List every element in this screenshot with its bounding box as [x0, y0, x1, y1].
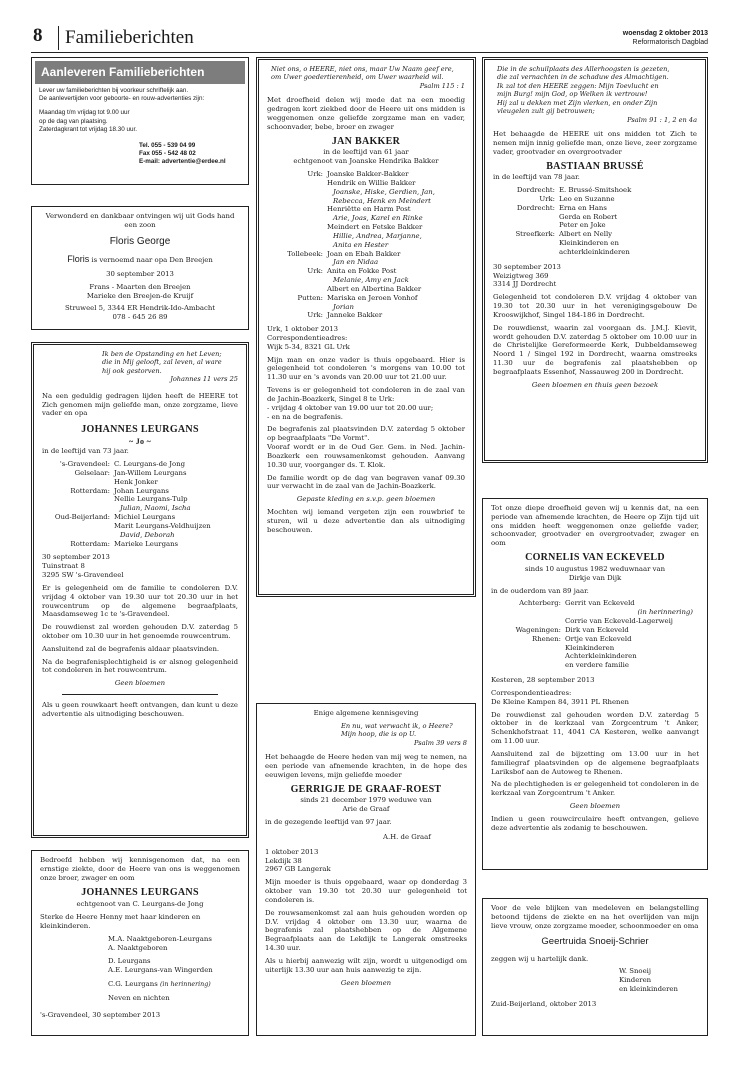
family-row: [267, 267, 465, 276]
deceased-name: Geertruida Snoeij-Schrier: [541, 936, 649, 948]
family-row: [495, 644, 699, 653]
thanks-line: zeggen wij u hartelijk dank.: [491, 954, 589, 963]
contact-email[interactable]: E-mail: advertentie@erdee.nl: [139, 157, 226, 165]
family-row: [42, 495, 238, 504]
family-row: [501, 204, 697, 213]
info-paragraph: Na de begrafenisplechtigheid is er alsnog gelegenheid tot condoleren in het rouwcentrum.: [42, 657, 238, 675]
notice-johannes-leurgans: [31, 850, 249, 1036]
family-place: [495, 652, 565, 661]
birth-date: 30 september 2013: [106, 269, 174, 278]
family-member: Hillie, Andrea, Marjanne,: [333, 231, 422, 240]
baby-first-name: Floris: [67, 254, 90, 265]
verse-reference: Psalm 91 : 1, 2 en 4a: [627, 115, 697, 124]
family-member: Henk Jonker: [114, 477, 158, 486]
info-paragraph: De rouwsamenkomst zal aan huis gehouden worden op D.V. vrijdag 4 oktober om 13.30 uur, waarna de begrafenis zal plaatshebben op de Algemene Begraafplaats aan de Lekdijk te Langerak omstreeks 14.30 uur.: [265, 908, 467, 953]
deceased-name: CORNELIS VAN ECKEVELD: [525, 552, 665, 564]
family-member: C.G. Leurgans: [108, 980, 158, 989]
family-member: C. Leurgans-de Jong: [114, 460, 186, 469]
signature: W. Snoeij: [619, 967, 651, 976]
parent-name: Frans - Maarten den Breejen: [89, 282, 191, 291]
family-member: Jan-Willem Leurgans: [114, 468, 187, 477]
family-row: [42, 513, 238, 522]
family-member: Dirk van Eckeveld: [565, 625, 629, 634]
family-place: 's-Gravendeel:: [59, 460, 110, 469]
family-row: [267, 232, 465, 241]
birth-address: Struweel 5, 3344 ER Hendrik-Ido-Ambacht: [64, 304, 216, 313]
family-member: Julian, Naomi, Ischa: [120, 504, 191, 513]
deceased-spouse: Arie de Graaf: [342, 805, 390, 814]
info-paragraph: De rouwdienst, waarin zal voorgaan ds. J.M.J. Kievit, wordt gehouden D.V. zaterdag 5 oktober om 10.00 uur in de Christelijke Gereformeerde Kerk, Dubbeldamseweg Noord 1 / Singel 192 in Dordrecht, waarna omstreeks 11.30 uur de begrafenis zal plaatshebben op begraafplaats Essenhof, Nassauweg 200 in Dordrecht.: [493, 323, 697, 376]
family-row: [42, 460, 238, 469]
family-row: [495, 608, 699, 617]
notice-footer: 's-Gravendeel, 30 september 2013: [40, 1010, 161, 1019]
family-row: [501, 248, 697, 257]
info-paragraph: - en na de begrafenis.: [267, 412, 343, 421]
family-member: Joanske Bakker-Bakker: [327, 170, 409, 179]
obituary-gerrigje-de-graaf: [256, 703, 476, 1036]
submission-time: op de dag van plaatsing.: [39, 117, 108, 125]
family-member: Melanie, Amy en Jack: [333, 276, 409, 285]
family-place: Urk:: [307, 311, 323, 320]
widow-since: sinds 21 december 1979 weduwe van: [300, 796, 432, 805]
obituary-intro: Het behaagde de Heere heden van mij weg te nemen, na een periode van afnemende krachten, in de hope des eeuwigen levens, mijn geliefde moeder: [265, 753, 467, 779]
family-member: Peter en Joke: [559, 221, 606, 230]
family-place: Urk:: [539, 195, 555, 203]
thanks-intro: Voor de vele blijken van medeleven en belangstelling betoond tijdens de ziekte en na het overlijden van mijn lieve vrouw, onze zorgzame moeder, schoonmoeder en oma: [491, 904, 699, 930]
submission-time: Maandag t/m vrijdag tot 9.00 uur: [39, 109, 130, 117]
family-row: [501, 186, 697, 195]
header-rule: [31, 52, 708, 53]
family-member: Jorian: [333, 302, 354, 311]
family-row: [42, 469, 238, 478]
footer-note: Mochten wij iemand vergeten zijn een rouwbrief te sturen, wil u deze advertentie dan als uitnodiging beschouwen.: [267, 508, 465, 534]
family-row: [267, 250, 465, 259]
deceased-age: in de gezegende leeftijd van 97 jaar.: [265, 818, 392, 827]
address-line: 1 oktober 2013: [265, 847, 319, 856]
verse-line: die zal vernachten in de schaduw des Almachtigen.: [497, 73, 669, 82]
family-member: Kleinkinderen en: [559, 239, 619, 248]
family-place: [501, 221, 559, 230]
family-place: [267, 276, 327, 285]
family-row: [267, 214, 465, 223]
family-row: [267, 188, 465, 197]
deceased-age: in de leeftijd van 78 jaar.: [493, 173, 580, 182]
obituary-intro: Het behaagde de HEERE uit ons midden tot Zich te nemen mijn innig geliefde man, onze lieve, zeer zorgzame vader, grootvader en overgrootvader: [493, 130, 697, 156]
address-line: 3314 JJ Dordrecht: [493, 280, 557, 289]
family-member: Johan Leurgans: [114, 486, 169, 495]
family-member: Jan en Nidaa: [333, 258, 379, 267]
family-row: [495, 635, 699, 644]
family-place: [267, 188, 327, 197]
submission-info-box: [31, 57, 249, 185]
deceased-name: JOHANNES LEURGANS: [81, 887, 199, 899]
family-member: Anita en Hester: [333, 240, 389, 249]
verse-line: Niet ons, o HEERE, niet ons, maar Uw Naam geef ere,: [271, 65, 454, 73]
family-place: [267, 214, 327, 223]
family-place: [495, 608, 565, 617]
address-line: Correspondentieadres:: [491, 688, 572, 697]
verse-line: om Uwer goedertierenheid, om Uwer waarheid wil.: [271, 73, 444, 82]
family-list: [267, 170, 465, 320]
family-member: D. Leurgans: [108, 957, 151, 966]
address-line: Correspondentieadres:: [267, 333, 348, 342]
submission-line: Lever uw familieberichten bij voorkeur schriftelijk aan.: [39, 87, 189, 95]
family-place: Putten:: [297, 293, 323, 302]
issue-date: woensdag 2 oktober 2013: [622, 30, 708, 37]
family-place: [42, 495, 114, 504]
obituary-intro: Tot onze diepe droefheid geven wij u kennis dat, na een periode van afnemende krachten, de Heere op Zijn tijd uit ons midden heeft weggenomen onze geliefde vader, schoonvader, grootvader en overgrootvader, zwager en oom: [491, 504, 699, 548]
deceased-age: in de ouderdom van 89 jaar.: [491, 586, 589, 595]
verse-line: hij ook gestorven.: [102, 366, 162, 375]
obituary-cornelis-van-eckeveld: [482, 498, 708, 870]
family-member: Meindert en Fetske Bakker: [327, 223, 423, 232]
family-place: Rhenen:: [532, 634, 561, 643]
family-row: [42, 478, 238, 487]
verse-line: Mijn hoop, die is op U.: [341, 730, 417, 739]
family-member: Erna en Hans: [559, 203, 607, 212]
verse-line: die in Mij gelooft, zal leven, al ware: [102, 358, 222, 367]
clothing-note: Gepaste kleding en s.v.p. geen bloemen: [296, 495, 436, 504]
family-row: [501, 221, 697, 230]
obituary-intro: Na een geduldig gedragen lijden heeft de HEERE tot Zich genomen mijn geliefde man, onze zorgzame, lieve vader en opa: [42, 391, 238, 418]
verse-line: En nu, wat verwacht ik, o Heere?: [341, 721, 453, 730]
family-member: Kleinkinderen: [565, 643, 615, 652]
widower-since: sinds 10 augustus 1982 weduwnaar van: [524, 564, 666, 573]
verse-line: Hij zal u dekken met Zijn vlerken, en onder Zijn: [497, 98, 658, 107]
deceased-spouse: Dirkje van Dijk: [568, 573, 622, 582]
family-member: Gerda en Robert: [559, 212, 618, 221]
family-place: [501, 213, 559, 222]
verse-reference: Johannes 11 vers 25: [170, 375, 238, 384]
signature: Kinderen: [619, 976, 652, 985]
birth-intro: Verwonderd en dankbaar ontvingen wij uit Gods hand een zoon: [45, 212, 235, 229]
family-member: (in herinnering): [637, 608, 693, 617]
family-place: [42, 531, 114, 540]
family-place: [42, 504, 114, 513]
family-row: [267, 276, 465, 285]
family-place: Achterberg:: [519, 599, 561, 608]
family-row: [42, 540, 238, 549]
family-member: Ortje van Eckeveld: [565, 634, 632, 643]
family-row: [501, 239, 697, 248]
family-member: Mariska en Jeroen Vonhof: [327, 293, 418, 302]
family-row: [267, 303, 465, 312]
address-line: 3295 SW 's-Gravendeel: [42, 571, 124, 580]
family-member: Neven en nichten: [108, 994, 170, 1003]
family-member: Michiel Leurgans: [114, 513, 176, 522]
family-row: [42, 504, 238, 513]
family-row: [267, 258, 465, 267]
birth-announcement-floris: [31, 206, 249, 330]
deceased-name: GERRIGJE DE GRAAF-ROEST: [290, 783, 442, 795]
page-title: Familieberichten: [65, 27, 194, 48]
verse-reference: Psalm 39 vers 8: [414, 738, 467, 747]
family-place: Gelselaar:: [74, 468, 110, 477]
info-paragraph: De familie wordt op de dag van begraven vanaf 09.30 uur verwacht in de zaal van de Jachin-Boazkerk.: [267, 473, 465, 491]
deceased-name: JOHANNES LEURGANS: [81, 424, 199, 436]
family-member: Joanske, Hiske, Gerdien, Jan,: [333, 187, 435, 196]
family-place: Urk:: [307, 267, 323, 276]
family-place: Dordrecht:: [516, 186, 555, 195]
family-member: Janneke Bakker: [327, 311, 383, 320]
address-line: 2967 GB Langerak: [265, 865, 331, 874]
parent-name: Marieke den Breejen-de Kruijf: [86, 291, 194, 300]
info-paragraph: Mijn moeder is thuis opgebaard, waar op donderdag 3 oktober van 19.30 tot 20.30 uur gelegenheid tot condoleren is.: [265, 878, 467, 904]
address-line: Lekdijk 38: [265, 856, 302, 865]
contact-fax: Fax 055 - 542 48 02: [139, 149, 196, 157]
info-paragraph: Gelegenheid tot condoleren D.V. vrijdag 4 oktober van 19.30 tot 20.30 uur in het verenigingsgebouw De Krooswijkhof, Singel 184-186 in Dordrecht.: [493, 293, 697, 319]
obituary-johannes-leurgans: [31, 342, 249, 838]
deceased-spouse: echtgenoot van Joanske Hendrika Bakker: [293, 157, 439, 166]
verse-reference: Psalm 115 : 1: [419, 81, 465, 90]
place-date: Kesteren, 28 september 2013: [491, 676, 595, 685]
info-paragraph: De rouwdienst zal worden gehouden D.V. zaterdag 5 oktober om 10.30 uur in het genoemde rouwcentrum.: [42, 623, 238, 640]
info-paragraph: De rouwdienst zal gehouden worden D.V. zaterdag 5 oktober in de kerkzaal van Zorgcentrum 't Anker, Schenkhofstraat 11, 4041 CA Kesteren, welke aanvangt om 11.00 uur.: [491, 710, 699, 746]
family-place: [501, 248, 559, 257]
family-member: E. Brussé-Smitshoek: [559, 186, 632, 195]
obituary-jan-bakker: [256, 57, 476, 597]
family-place: [267, 179, 327, 188]
address-line: Urk, 1 oktober 2013: [267, 325, 338, 334]
obituary-bastiaan-brusse: [482, 57, 708, 463]
family-row: [42, 522, 238, 531]
address-line: 30 september 2013: [493, 262, 561, 271]
family-member: Henriëtte en Harm Post: [327, 205, 411, 214]
family-member: A.E. Leurgans-van Wingerden: [108, 966, 213, 975]
address-line: De Kleine Kampen 84, 3911 PL Rhenen: [491, 697, 629, 706]
family-place: [267, 232, 327, 241]
signature: en kleinkinderen: [619, 985, 678, 994]
deceased-name: BASTIAAN BRUSSÉ: [546, 160, 644, 172]
family-row: [267, 197, 465, 206]
family-place: [42, 522, 114, 531]
family-member: Gerrit van Eckeveld: [565, 599, 635, 608]
family-list: [493, 186, 697, 257]
family-member: M.A. Naaktgeboren-Leurgans: [108, 934, 212, 943]
family-member: Marieke Leurgans: [114, 539, 179, 548]
notice-heading: Enige algemene kennisgeving: [313, 709, 419, 717]
family-member: Achterkleinkinderen: [565, 652, 637, 661]
thanks-footer: Zuid-Beijerland, oktober 2013: [491, 999, 597, 1008]
family-place: [267, 205, 327, 214]
baby-namesake: is vernoemd naar opa Den Breejen: [91, 256, 213, 265]
family-place: Streefkerk:: [515, 230, 555, 239]
family-row: [267, 223, 465, 232]
page-number: 8: [33, 25, 43, 46]
family-member: Anita en Fokke Post: [327, 267, 397, 276]
info-paragraph: Aansluitend zal de bijzetting om 13.00 uur in het familiegraf plaatsvinden op de algemene begraafplaats Lariksbof aan de Autoweg te Rhenen.: [491, 749, 699, 776]
family-row: [267, 205, 465, 214]
thanks-geertruida-snoeij: [482, 898, 708, 1036]
family-place: [495, 617, 565, 626]
info-paragraph: Mijn man en onze vader is thuis opgebaard. Hier is gelegenheid tot condoleren 's morgens van 10.00 tot 11.30 uur en 's avonds van 20.00 uur tot 21.00 uur.: [267, 355, 465, 382]
contact-phone: Tel. 055 - 539 04 99: [139, 141, 196, 149]
family-member: Leo en Suzanne: [559, 195, 615, 203]
family-place: Tollebeek:: [287, 249, 323, 258]
info-paragraph: Er is gelegenheid om de familie te condoleren D.V. vrijdag 4 oktober van 19.30 uur tot 20.30 uur in het rouwcentrum op de algemene begraafplaats, Maasdamseweg 1c te 's-Gravendeel.: [42, 583, 238, 619]
family-place: [495, 644, 565, 653]
family-row: [501, 213, 697, 222]
family-place: [267, 303, 327, 312]
family-member: Arie, Joas, Karel en Rinke: [333, 214, 423, 223]
family-row: [267, 311, 465, 320]
flowers-note: Geen bloemen: [340, 978, 392, 987]
deceased-nickname: ~ Jo ~: [128, 437, 152, 447]
header-divider: [58, 26, 59, 50]
family-member: Albert en Albertina Bakker: [327, 284, 422, 293]
info-paragraph: Als u hierbij aanwezig wilt zijn, wordt u uitgenodigd om uiterlijk 13.30 uur aan huis aanwezig te zijn.: [265, 956, 467, 974]
verse-line: Ik zal tot den HEERE zeggen: Mijn Toevlucht en: [497, 81, 659, 90]
submission-title: Aanleveren Familieberichten: [35, 61, 245, 84]
address-line: 30 september 2013: [42, 553, 110, 562]
family-place: Oud-Beijerland:: [54, 513, 110, 522]
info-paragraph: Tevens is er gelegenheid tot condoleren in de zaal van de Jachin-Boazkerk, Singel 8 te Urk:: [267, 386, 465, 403]
flowers-note: Geen bloemen en thuis geen bezoek: [531, 380, 659, 389]
deceased-age: in de leeftijd van 61 jaar: [323, 148, 409, 157]
submission-line: De aanlevertijden voor geboorte- en rouw-advertenties zijn:: [39, 95, 205, 103]
family-list: [491, 599, 699, 670]
verse-line: Ik ben de Opstanding en het Leven;: [102, 350, 222, 358]
family-place: Rotterdam:: [70, 539, 110, 548]
family-place: Wageningen:: [515, 625, 561, 634]
family-row: [501, 230, 697, 239]
family-place: [267, 241, 327, 250]
info-paragraph: Na de plechtigheden is er gelegenheid tot condoleren in de kerkzaal van Zorgcentrum 't Anker.: [491, 780, 700, 798]
footer-note: Indien u geen rouwcirculaire heeft ontvangen, gelieve deze advertentie als zodanig te beschouwen.: [491, 814, 699, 832]
family-row: [267, 170, 465, 179]
family-place: [267, 285, 327, 294]
address-line: Wijk 5-34, 8321 GL Urk: [267, 342, 350, 351]
family-place: [267, 223, 327, 232]
family-place: Dordrecht:: [516, 203, 555, 212]
baby-name: Floris George: [109, 235, 171, 247]
family-row: [495, 652, 699, 661]
family-member: Hendrik en Willie Bakker: [327, 178, 416, 187]
family-member: A. Naaktgeboren: [108, 943, 168, 952]
family-member: Marit Leurgans-Veldhuijzen: [114, 521, 211, 530]
verse-line: vleugelen zult gij betrouwen;: [497, 107, 595, 116]
family-member: Nellie Leurgans-Tulp: [114, 495, 188, 504]
family-member: Corrie van Eckeveld-Lagerweij: [565, 617, 673, 626]
family-place: [267, 197, 327, 206]
obituary-intro: Met droefheid delen wij mede dat na een moedig gedragen kort ziekbed door de Heere uit ons midden is weggenomen onze geliefde zorgzame man en vader, schoonvader, bebe, broer en zwager: [267, 96, 465, 131]
family-member: David, Deborah: [120, 530, 175, 539]
family-row: [501, 195, 697, 204]
family-row: [42, 531, 238, 540]
verse-line: Die in de schuilplaats des Allerhoogsten is gezeten,: [497, 65, 670, 73]
deceased-spouse: echtgenoot van C. Leurgans-de Jong: [76, 900, 204, 909]
footer-note: Als u geen rouwkaart heeft ontvangen, dan kunt u deze advertentie als uitnodiging beschouwen.: [42, 701, 238, 718]
info-paragraph: - vrijdag 4 oktober van 19.00 uur tot 20.00 uur;: [267, 403, 434, 412]
divider: [62, 694, 218, 695]
notice-wish: Sterke de Heere Henny met haar kinderen en kleinkinderen.: [40, 913, 201, 930]
notice-intro: Bedroefd hebben wij kennisgenomen dat, na een ernstige ziekte, door de Heere van ons is weggenomen onze broer, zwager en oom: [40, 856, 240, 882]
family-place: [495, 661, 565, 670]
family-row: [495, 617, 699, 626]
family-row: [495, 661, 699, 670]
info-paragraph: Vooraf wordt er in de Oud Ger. Gem. in Ned. Jachin-Boazkerk een rouwsamenkomst gehouden. Aanvang 10.30 uur, voorganger ds. T. Klok.: [267, 443, 465, 469]
family-member: Joan en Ebah Bakker: [327, 249, 401, 258]
address-line: Weizigtweg 369: [493, 271, 549, 280]
deceased-age: in de leeftijd van 73 jaar.: [42, 447, 129, 456]
family-member: en verdere familie: [565, 661, 629, 670]
family-list: [42, 460, 238, 548]
address-line: Tuinstraat 8: [42, 562, 85, 571]
submission-time: Zaterdagkrant tot vrijdag 18.30 uur.: [39, 125, 138, 133]
deceased-name: JAN BAKKER: [331, 135, 401, 147]
verse-line: mijn Burg! mijn God, op Welken ik vertrouw!: [497, 90, 648, 99]
family-row: [42, 487, 238, 496]
family-row: [495, 626, 699, 635]
flowers-note: Geen bloemen: [114, 679, 166, 688]
family-row: [267, 285, 465, 294]
info-paragraph: Aansluitend zal de begrafenis aldaar plaatsvinden.: [42, 644, 220, 653]
family-row: [267, 179, 465, 188]
family-place: [267, 258, 327, 267]
family-row: [267, 241, 465, 250]
newspaper-name: Reformatorisch Dagblad: [632, 39, 708, 46]
family-member: Albert en Nelly: [559, 230, 613, 239]
family-row: [267, 294, 465, 303]
family-place: [501, 239, 559, 248]
signature: A.H. de Graaf: [383, 832, 431, 841]
family-member: Rebecca, Henk en Meindert: [333, 196, 431, 205]
info-paragraph: De begrafenis zal plaatsvinden D.V. zaterdag 5 oktober op begraafplaats "De Vormt".: [267, 425, 465, 443]
birth-phone: 078 - 645 26 89: [112, 313, 168, 322]
family-place: Urk:: [307, 170, 323, 179]
flowers-note: Geen bloemen: [569, 801, 621, 810]
family-place: Rotterdam:: [70, 486, 110, 495]
memoriam-note: (in herinnering): [159, 981, 211, 989]
family-place: [42, 478, 114, 487]
family-member: achterkleinkinderen: [559, 247, 630, 256]
family-row: [495, 599, 699, 608]
